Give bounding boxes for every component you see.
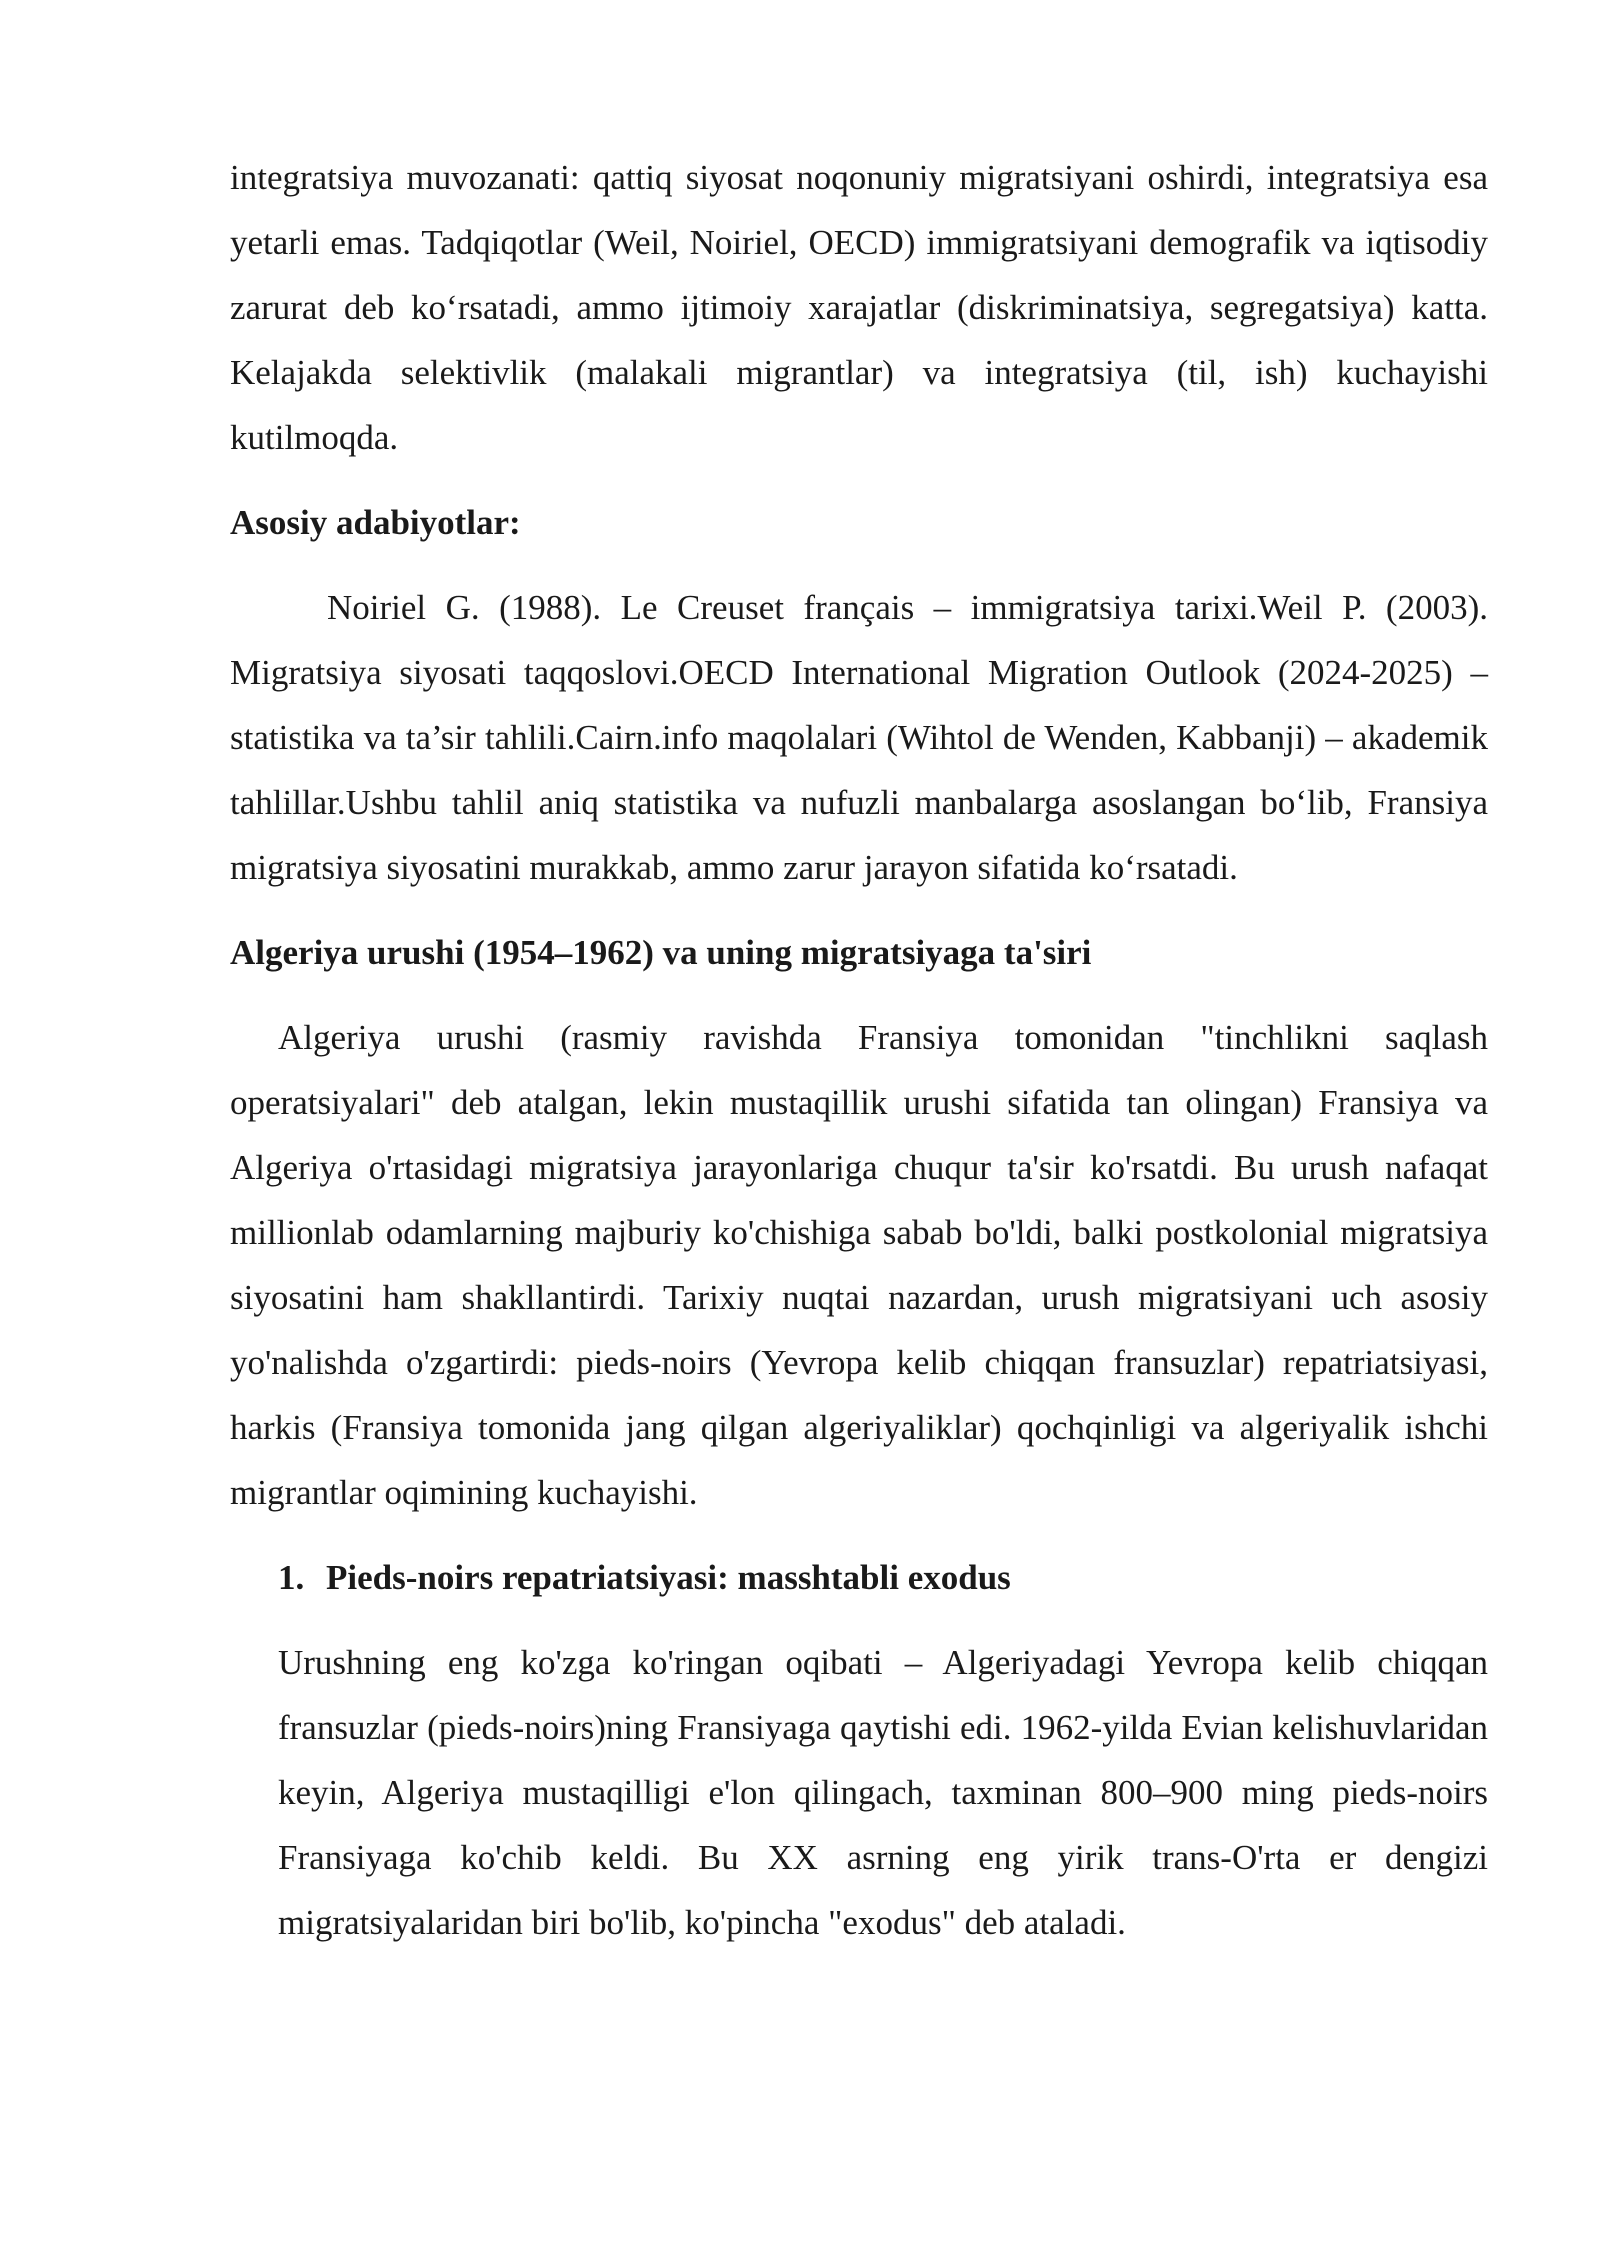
intro-paragraph: integratsiya muvozanati: qattiq siyosat noqonuniy migratsiyani oshirdi, integratsiya esa yetarli emas. Tadqiqotlar (Weil, Noiriel, OECD) immigratsiyani demografik va iqtisodiy zarurat deb ko‘rsatadi, ammo ijtimoiy xarajatlar (diskriminatsiya, segregatsiya) katta. Kelajakda selektivlik (malakali migrantlar) va integratsiya (til, ish) kuchayishi kutilmoqda. bbox=[230, 158, 1488, 457]
numbered-subsection bbox=[230, 1545, 1488, 1955]
subsection-heading bbox=[278, 1545, 1488, 1610]
references-paragraph: Noiriel G. (1988). Le Creuset français – immigratsiya tarixi.Weil P. (2003). Migratsiya siyosati taqqoslovi.OECD International Migration Outlook (2024-2025) – statistika va ta’sir tahlili.Cairn.info maqolalari (Wihtol de Wenden, Kabbanji) – akademik tahlillar.Ushbu tahlil aniq statistika va nufuzli manbalarga asoslangan bo‘lib, Fransiya migratsiya siyosatini murakkab, ammo zarur jarayon sifatida ko‘rsatadi. bbox=[230, 588, 1488, 887]
section-body-paragraph: Algeriya urushi (rasmiy ravishda Fransiya tomonidan "tinchlikni saqlash operatsiyalari" deb atalgan, lekin mustaqillik urushi sifatida tan olingan) Fransiya va Algeriya o'rtasidagi migratsiya jarayonlariga chuqur ta'sir ko'rsatdi. Bu urush nafaqat millionlab odamlarning majburiy ko'chishiga sabab bo'ldi, balki postkolonial migratsiya siyosatini ham shakllantirdi. Tarixiy nuqtai nazardan, urush migratsiyani uch asosiy yo'nalishda o'zgartirdi: pieds-noirs (Yevropa kelib chiqqan fransuzlar) repatriatsiyasi, harkis (Fransiya tomonida jang qilgan algeriyaliklar) qochqinligi va algeriyalik ishchi migrantlar oqimining kuchayishi. bbox=[230, 1018, 1488, 1512]
subsection-number: 1. bbox=[278, 1558, 305, 1597]
document-page bbox=[230, 145, 1488, 1955]
subsection-body-paragraph: Urushning eng ko'zga ko'ringan oqibati – Algeriyadagi Yevropa kelib chiqqan fransuzlar (pieds-noirs)ning Fransiyaga qaytishi edi. 1962-yilda Evian kelishuvlaridan keyin, Algeriya mustaqilligi e'lon qilingach, taxminan 800–900 ming pieds-noirs Fransiyaga ko'chib keldi. Bu XX asrning eng yirik trans-O'rta er dengizi migratsiyalaridan biri bo'lib, ko'pincha "exodus" deb ataladi. bbox=[278, 1643, 1488, 1942]
section-heading: Algeriya urushi (1954–1962) va uning migratsiyaga ta'siri bbox=[230, 933, 1092, 972]
references-heading: Asosiy adabiyotlar: bbox=[230, 503, 521, 542]
subsection-title: Pieds-noirs repatriatsiyasi: masshtabli exodus bbox=[326, 1558, 1011, 1597]
